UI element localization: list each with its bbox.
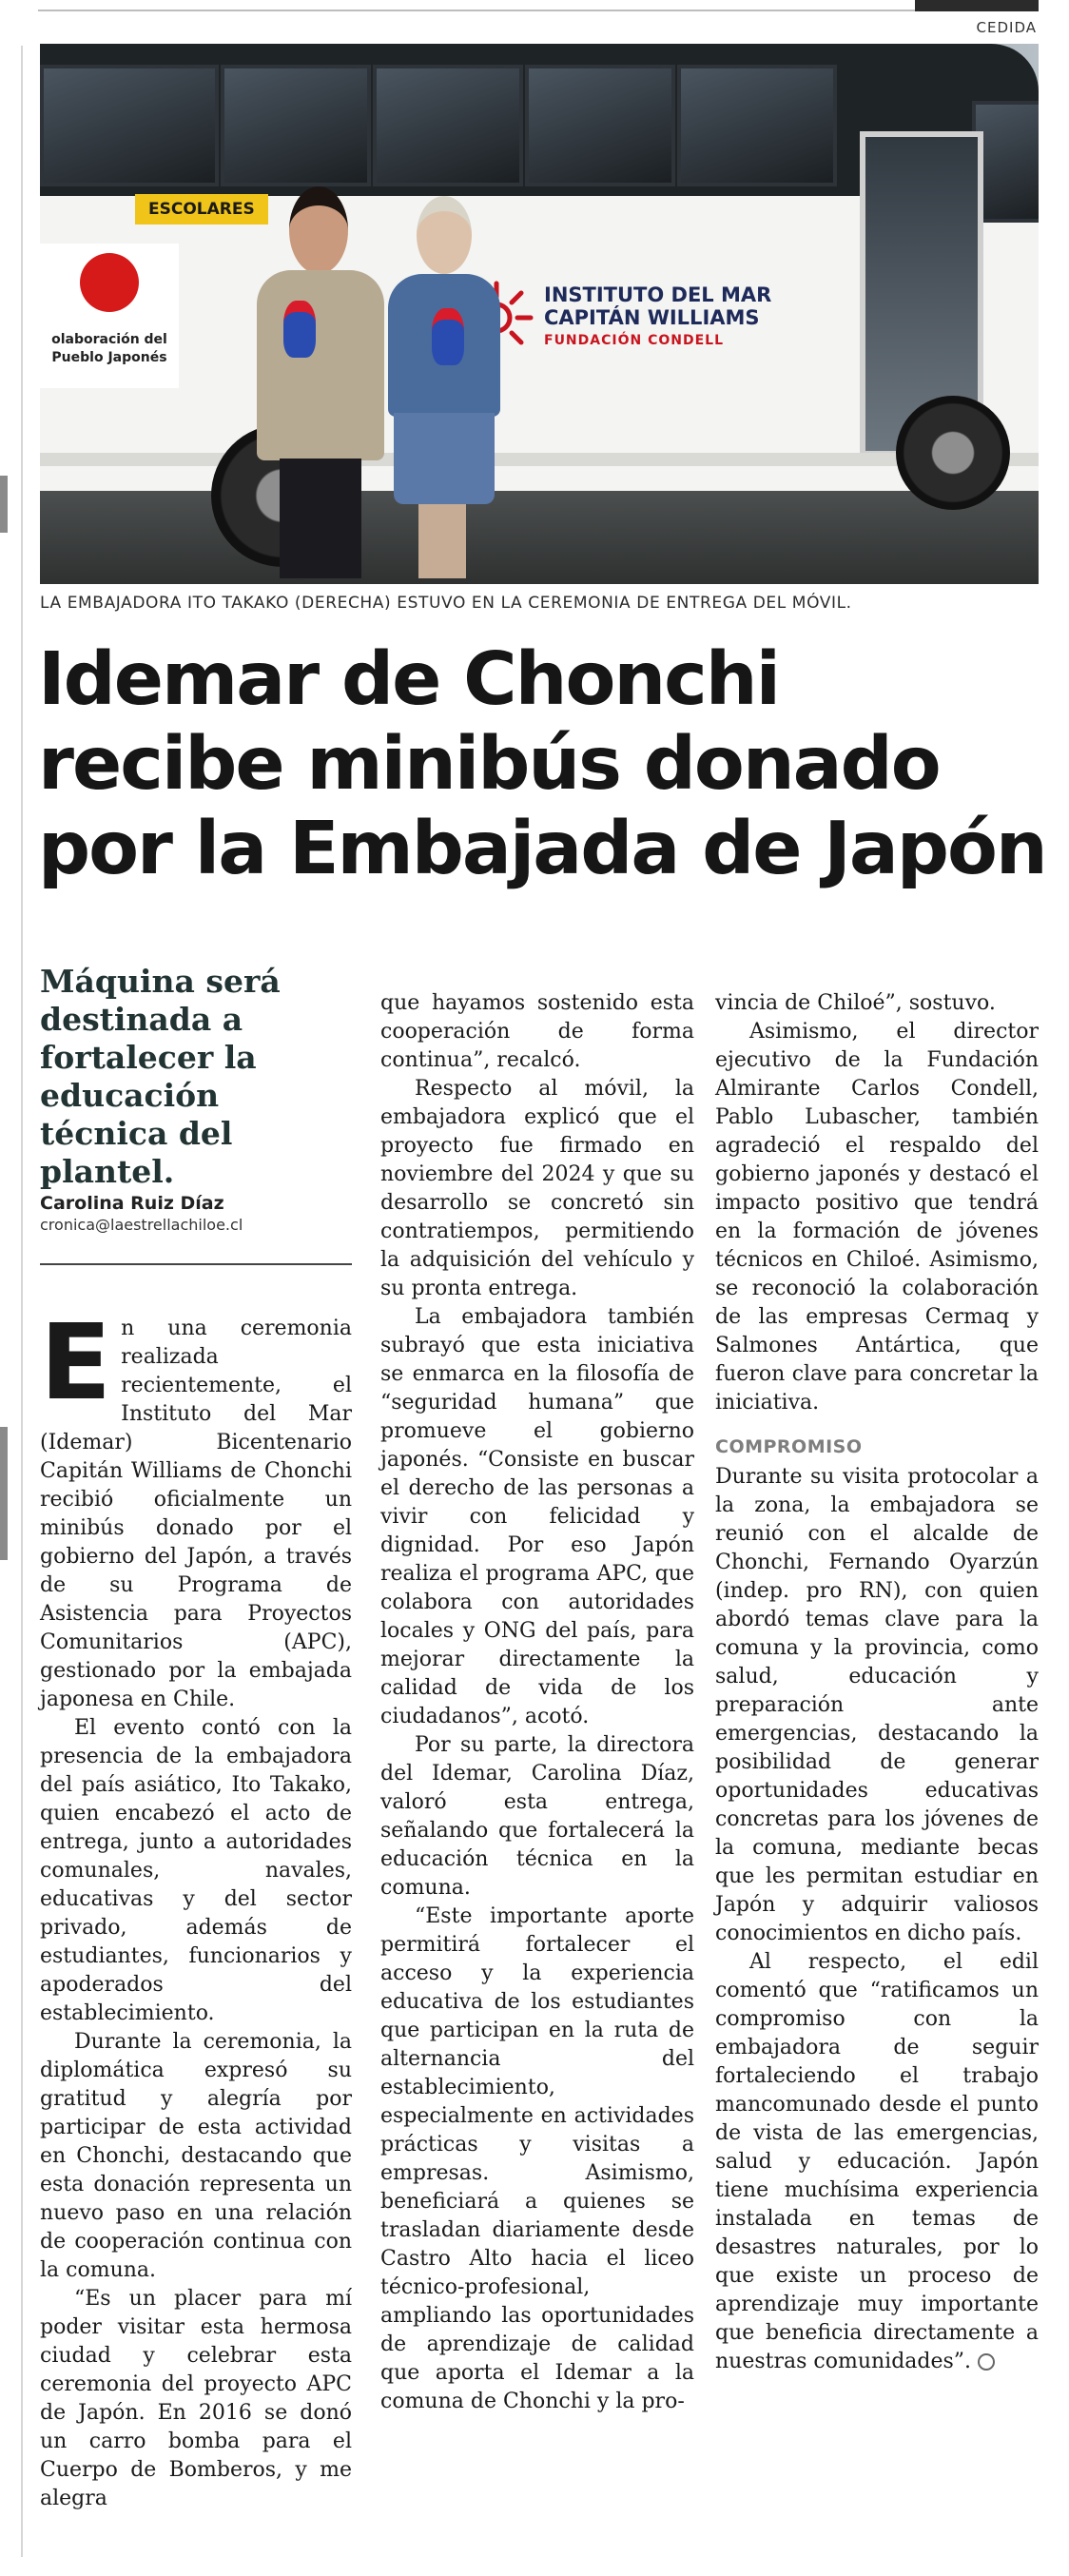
bus-window [221,65,371,186]
person-right-legs [418,504,466,578]
author-name: Carolina Ruiz Díaz [40,1193,224,1214]
doll-figure [432,308,464,365]
article-column-2 [380,989,694,2416]
adjacent-page-edge [0,476,8,533]
article-paragraph: Durante su visita protocolar a la zona, la embajadora se reunió con el alcalde de Chonchi, Fernando Oyarzún (indep. pro RN), con quien abordó temas clave para la comuna y la provincia, como salud, educación y preparación ante emergencias, destacando la posibilidad de generar oportunidades educativas concretas para los jóvenes de la comuna, mediante becas que les permitan estudiar en Japón y adquirir valiosos conocimientos en dicho país. [715,1465,1039,1945]
article-paragraph: Asimismo, el director ejecutivo de la Fundación Almirante Carlos Condell, Pablo Lubascher, también agradeció el respaldo del gobierno japonés y destacó el impacto positivo que tendrá en la formación de jóvenes técnicos en Chiloé. Asimismo, se reconoció la colaboración de las empresas Cermaq y Salmones Antártica, que fueron clave para concretar la iniciativa. [715,1020,1039,1415]
article-paragraph: El evento contó con la presencia de la embajadora del país asiático, Ito Takako, quien encabezó el acto de entrega, junto a autoridades comunales, navales, educativas y del sector privado, además de estudiantes, funcionarios y apoderados del establecimiento. [40,1716,352,2025]
section-title: COMPROMISO [715,1436,863,1457]
article-paragraph [715,1948,1039,2376]
article-paragraph [40,1301,352,1714]
bus-window [373,65,523,186]
article-column-3 [715,989,1039,2376]
byline-rule [40,1263,352,1265]
article-column-1 [40,1301,352,2513]
idemar-logo-text [544,283,771,352]
lead-text: n una ceremonia realizada recientemente, el Instituto del Mar (Idemar) Bicentenario Capitán Williams de Chonchi recibió oficialmente un minibús donado por el gobierno del Japón, a través de su Programa de Asistencia para Proyectos Comunitarios (APC), gestionado por la embajada japonesa en Chile. [40,1317,352,1711]
article-paragraph: Respecto al móvil, la embajadora explicó que el proyecto fue firmado en noviembre del 2024 y que su desarrollo se concretó sin contratiempos, permitiendo la adquisición del vehículo y su pronta entrega. [380,1077,694,1300]
headline: Idemar de Chonchi recibe minibús donado por la Embajada de Japón [38,637,1046,891]
japan-flag-icon [80,253,139,312]
article-paragraph: La embajadora también subrayó que esta iniciativa se enmarca en la filosofía de “seguridad humana” que promueve el gobierno japonés. “Consiste en buscar el derecho de las personas a vivir con felicidad y dignidad. Por eso Japón realiza el programa APC, que colabora con autoridades locales y ONG del país, para mejorar directamente la calidad de vida de los ciudadanos”, acotó. [380,1305,694,1728]
idemar-logo-line2: CAPITÁN WILLIAMS [544,306,760,329]
drop-cap: E [40,1301,112,1423]
article-paragraph: que hayamos sostenido esta cooperación de forma continua”, recalcó. [380,991,694,1072]
byline [40,1193,354,1234]
column-rule-left [21,46,23,2557]
person-left-legs [280,459,361,578]
person-right-head [417,196,472,274]
bus-window [677,65,837,186]
author-email: cronica@laestrellachiloe.cl [40,1216,243,1234]
adjacent-page-edge [0,1427,8,1560]
bus-window [40,65,219,186]
photo-credit: CEDIDA [976,19,1037,36]
idemar-logo-line3: FUNDACIÓN CONDELL [544,333,724,348]
escolares-sign: ESCOLARES [135,194,268,224]
japan-cooperation-text: olaboración del Pueblo Japonés [51,332,167,365]
photo-caption: LA EMBAJADORA ITO TAKAKO (DERECHA) ESTUVO EN LA CEREMONIA DE ENTREGA DEL MÓVIL. [40,594,852,613]
article-paragraph: “Es un placer para mí poder visitar esta hermosa ciudad y celebrar esta ceremonia del proyecto APC de Japón. En 2016 se donó un carro bomba para el Cuerpo de Bomberos, y me alegra [40,2287,352,2510]
person-right-skirt [394,413,495,504]
minibus [40,44,1039,538]
idemar-logo-line1: INSTITUTO DEL MAR [544,283,772,306]
article-paragraph: Durante la ceremonia, la diplomática expresó su gratitud y alegría por participar de esta actividad en Chonchi, destacando que esta donación representa un nuevo paso en una relación de cooperación continua con la comuna. [40,2030,352,2282]
japan-cooperation-panel [40,244,179,388]
end-mark-icon [978,2353,995,2371]
pavement [40,491,1039,584]
bus-wheel [896,396,1010,510]
bus-window [525,65,675,186]
person-left-head [289,186,348,274]
article-photo [40,44,1039,584]
top-rule [38,10,1037,11]
deck-subtitle: Máquina será destinada a fortalecer la educación técnica del plantel. [40,963,281,1190]
doll-figure [283,301,316,358]
article-paragraph: vincia de Chiloé”, sostuvo. [715,991,996,1015]
bus-stripe [40,453,1039,466]
article-paragraph: Por su parte, la directora del Idemar, Carolina Díaz, valoró esta entrega, señalando que fortalecerá la educación técnica en la comuna. [380,1733,694,1900]
closing-text: Al respecto, el edil comentó que “ratificamos un compromiso con la embajadora de seguir fortaleciendo el trabajo mancomunado desde el punto de vista de las emergencias, salud y educación. Japón tiene muchísima experiencia instalada en temas de desastres naturales, por lo que existe un proceso de aprendizaje muy importante que beneficia directamente a nuestras comunidades”. [715,1950,1039,2373]
top-block [915,0,1039,11]
article-paragraph: “Este importante aporte permitirá fortalecer el acceso y la experiencia educativa de los estudiantes que participan en la ruta de alternancia del establecimiento, especialmente en actividades prácticas y visitas a empresas. Asimismo, beneficiará a quienes se trasladan diariamente desde Castro Alto hacia el liceo técnico-profesional, ampliando las oportunidades de aprendizaje de calidad que aporta el Idemar a la comuna de Chonchi y la pro- [380,1904,694,2413]
person-left-coat [257,270,384,460]
